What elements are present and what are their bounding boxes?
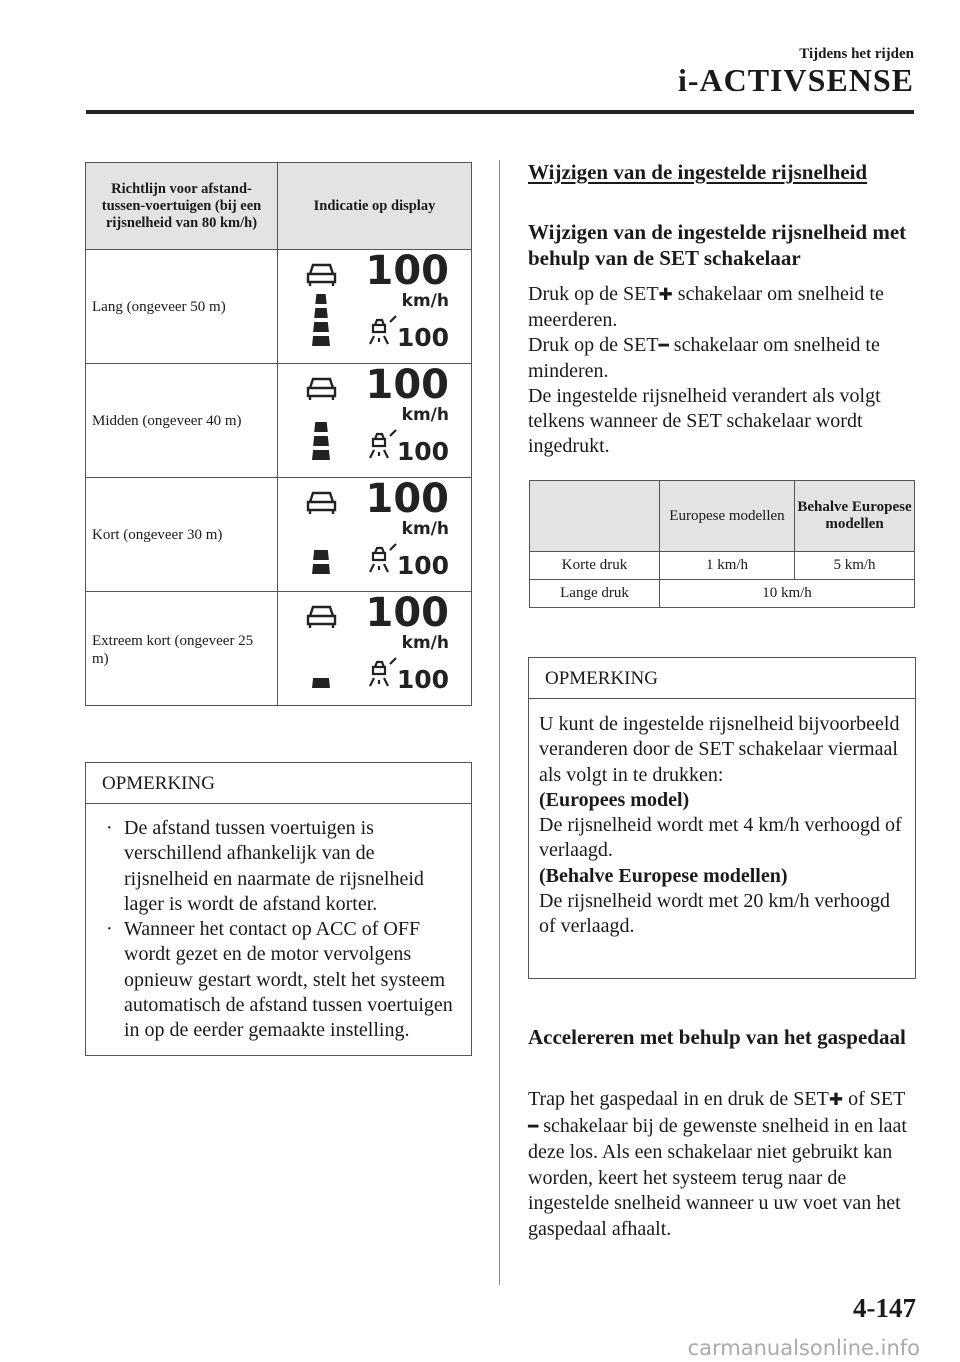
column-divider: [499, 160, 500, 1285]
short-press-non-eu: 5 km/h: [795, 552, 915, 580]
distance-label: Midden (ongeveer 40 m): [86, 364, 278, 478]
display-graphic: [278, 592, 471, 705]
display-indicator: [278, 364, 472, 478]
distance-bar: [313, 550, 329, 560]
note-intro: U kunt de ingestelde rijsnelheid bijvoorbeeld veranderen door de SET schakelaar viermaal als volgt in te drukken:: [539, 713, 900, 786]
distance-bar: [312, 678, 330, 688]
paragraph-accelerator: Trap het gaspedaal in en druk de SET✚ of SET━ schakelaar bij de gewenste snelheid in en laat deze los. Als een schakelaar niet gebruikt kan worden, keert het systeem terug naar de ingestelde snelheid wanneer u uw voet van het gaspedaal afhaalt.: [528, 1088, 907, 1240]
distance-bar: [313, 322, 329, 332]
speed-unit: km/h: [401, 291, 449, 311]
chapter-title: Tijdens het rijden: [799, 46, 914, 62]
long-press-all: 10 km/h: [660, 580, 915, 608]
display-graphic: [278, 478, 471, 591]
note-non-eu-label: (Behalve Europese modellen): [539, 864, 788, 887]
distance-label: Kort (ongeveer 30 m): [86, 478, 278, 592]
distance-bar: [312, 336, 330, 346]
display-indicator: [278, 592, 472, 706]
distance-bar: [313, 436, 329, 446]
speed-table-header-eu: Europese modellen: [660, 481, 795, 552]
distance-table-header-guide: Richtlijn voor afstand-tussen-voertuigen (bij een rijsnelheid van 80 km/h): [86, 163, 278, 250]
speed-step-table: [529, 480, 915, 608]
radar-cruise-icon: [370, 658, 396, 686]
speed-table-header-empty: [530, 481, 660, 552]
note-box: [85, 762, 472, 1056]
table-row: [86, 478, 472, 592]
car-icon: [308, 265, 335, 286]
speed-table-header-non-eu: Behalve Europese modellen: [795, 481, 915, 552]
car-icon: [308, 379, 335, 400]
distance-bar: [315, 294, 326, 304]
speed-readout: 100: [365, 364, 449, 408]
subheading-set-switch: Wijzigen van de ingestelde rijsnelheid met behulp van de SET schakelaar: [528, 220, 907, 270]
note-eu-label: (Europees model): [539, 788, 690, 811]
page-number: 4-147: [853, 1293, 916, 1323]
subheading-accelerator: Accelereren met behulp van het gaspedaal: [528, 1025, 906, 1049]
heading-change-speed: Wijzigen van de ingestelde rijsnelheid: [528, 160, 868, 184]
distance-bars: [312, 678, 330, 688]
display-graphic: [278, 364, 471, 477]
distance-table-header-display: Indicatie op display: [278, 163, 472, 250]
note-box: [528, 657, 916, 979]
plus-icon: ✚: [828, 1090, 844, 1110]
distance-bar: [312, 564, 330, 574]
set-speed-readout: 100: [396, 437, 449, 466]
set-speed-readout: 100: [396, 551, 449, 580]
radar-cruise-icon: [370, 316, 396, 344]
section-title: i-ACTIVSENSE: [677, 62, 914, 98]
speed-readout: 100: [365, 250, 449, 294]
paragraph-set-switch: Druk op de SET✚ schakelaar om snelheid te meerderen. Druk op de SET━ schakelaar om snelheid te minderen. De ingestelde rijsnelheid verandert als volgt telkens wanneer de SET schakelaar wordt ingedrukt.: [528, 283, 884, 457]
table-row: [86, 364, 472, 478]
speed-readout: 100: [365, 592, 449, 636]
car-icon: [308, 607, 335, 628]
short-press-eu: 1 km/h: [660, 552, 795, 580]
note-non-eu-text: De rijsnelheid wordt met 20 km/h verhoogd of verlaagd.: [539, 890, 891, 938]
minus-icon: ━: [658, 336, 669, 356]
note-bullet: · De afstand tussen voertuigen is verschillend afhankelijk van de rijsnelheid en naarmate de rijsnelheid lager is wordt de afstand korter.: [106, 817, 424, 915]
note-eu-text: De rijsnelheid wordt met 4 km/h verhoogd of verlaagd.: [539, 814, 902, 862]
distance-bars: [312, 294, 330, 346]
table-row: [86, 592, 472, 706]
distance-label: Lang (ongeveer 50 m): [86, 250, 278, 364]
distance-bars: [312, 550, 330, 574]
note-title: OPMERKING: [86, 763, 471, 804]
car-icon: [308, 493, 335, 514]
speed-unit: km/h: [401, 519, 449, 539]
radar-cruise-icon: [370, 544, 396, 572]
speed-unit: km/h: [401, 633, 449, 653]
radar-cruise-icon: [370, 430, 396, 458]
distance-bar: [312, 450, 330, 460]
long-press-label: Lange druk: [530, 580, 660, 608]
watermark: carmanualsonline.info: [687, 1336, 920, 1360]
speed-readout: 100: [365, 478, 449, 522]
plus-icon: ✚: [658, 285, 673, 305]
distance-bar: [314, 308, 328, 318]
header-rule: [86, 110, 914, 114]
distance-table: [85, 162, 472, 706]
distance-bar: [314, 422, 328, 432]
minus-icon: ━: [528, 1116, 539, 1137]
short-press-label: Korte druk: [530, 552, 660, 580]
table-row: [530, 580, 915, 608]
distance-label: Extreem kort (ongeveer 25 m): [86, 592, 278, 706]
set-speed-readout: 100: [396, 323, 449, 352]
set-speed-readout: 100: [396, 665, 449, 694]
table-row: [530, 552, 915, 580]
display-indicator: [278, 250, 472, 364]
distance-bars: [312, 422, 330, 460]
table-row: [86, 250, 472, 364]
speed-unit: km/h: [401, 405, 449, 425]
display-graphic: [278, 250, 471, 363]
note-title: OPMERKING: [529, 658, 915, 699]
note-bullet: · Wanneer het contact op ACC of OFF wordt gezet en de motor vervolgens opnieuw gestart wordt, stelt het systeem automatisch de afstand tussen voertuigen in op de eerder gemaakte instelling.: [106, 918, 453, 1042]
display-indicator: [278, 478, 472, 592]
